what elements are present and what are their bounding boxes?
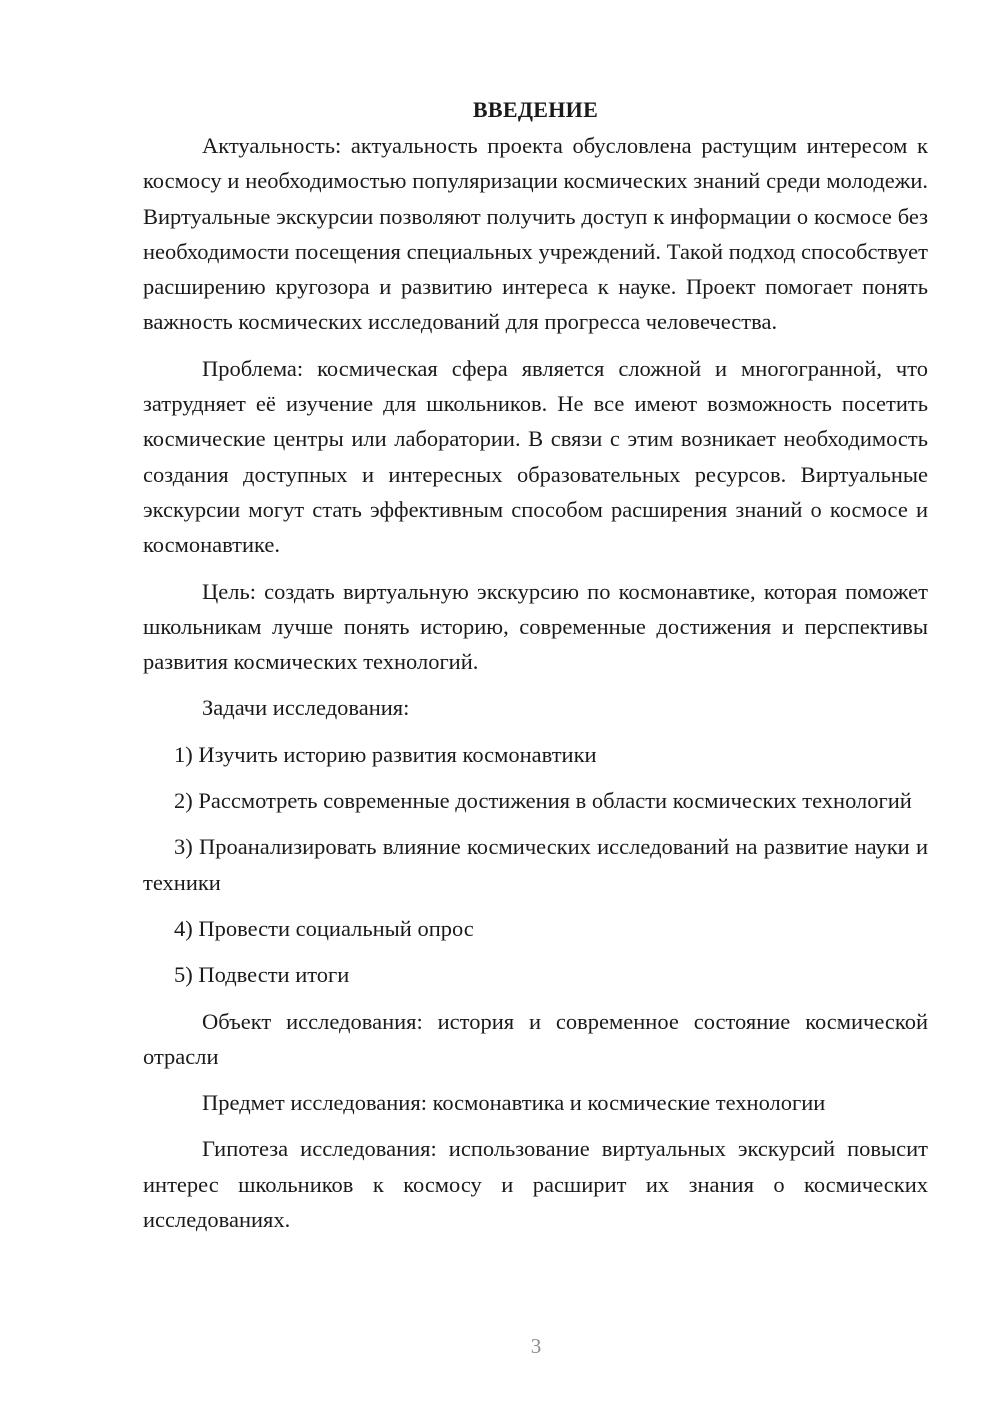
section-heading: ВВЕДЕНИЕ [472, 97, 599, 122]
list-item: 3) Проанализировать влияние космических исследований на развитие науки и техники [143, 834, 928, 895]
tasks-heading: Задачи исследования: [202, 695, 410, 721]
list-item: 2) Рассмотреть современные достижения в области космических технологий [174, 788, 912, 814]
paragraph-subject: Предмет исследования: космонавтика и космические технологии [202, 1090, 826, 1116]
page-number: 3 [530, 1334, 542, 1358]
paragraph-relevance: Актуальность: актуальность проекта обусловлена растущим интересом к космосу и необходимостью популяризации космических знаний среди молодежи. Виртуальные экскурсии позволяют получить доступ к информации о космосе без необходимости посещения специальных учреждений. Такой подход способствует расширению кругозора и развитию интереса к науке. Проект помогает понять важность космических исследований для прогресса человечества. [143, 133, 928, 335]
paragraph-hypothesis: Гипотеза исследования: использование виртуальных экскурсий повысит интерес школьников к космосу и расширит их знания о космических исследованиях. [143, 1136, 928, 1233]
paragraph-problem: Проблема: космическая сфера является сложной и многогранной, что затрудняет её изучение для школьников. Не все имеют возможность посетить космические центры или лаборатории. В связи с этим возникает необходимость создания доступных и интересных образовательных ресурсов. Виртуальные экскурсии могут стать эффективным способом расширения знаний о космосе и космонавтике. [143, 355, 928, 558]
list-item: 5) Подвести итоги [174, 962, 350, 988]
document-page [143, 92, 928, 1248]
paragraph-object: Объект исследования: история и современное состояние космической отрасли [143, 1008, 928, 1069]
paragraph-goal: Цель: создать виртуальную экскурсию по космонавтике, которая поможет школьникам лучше понять историю, современные достижения и перспективы развития космических технологий. [143, 578, 928, 675]
list-item: 1) Изучить историю развития космонавтики [174, 741, 597, 767]
tasks-list [143, 737, 928, 993]
list-item: 4) Провести социальный опрос [174, 915, 474, 941]
